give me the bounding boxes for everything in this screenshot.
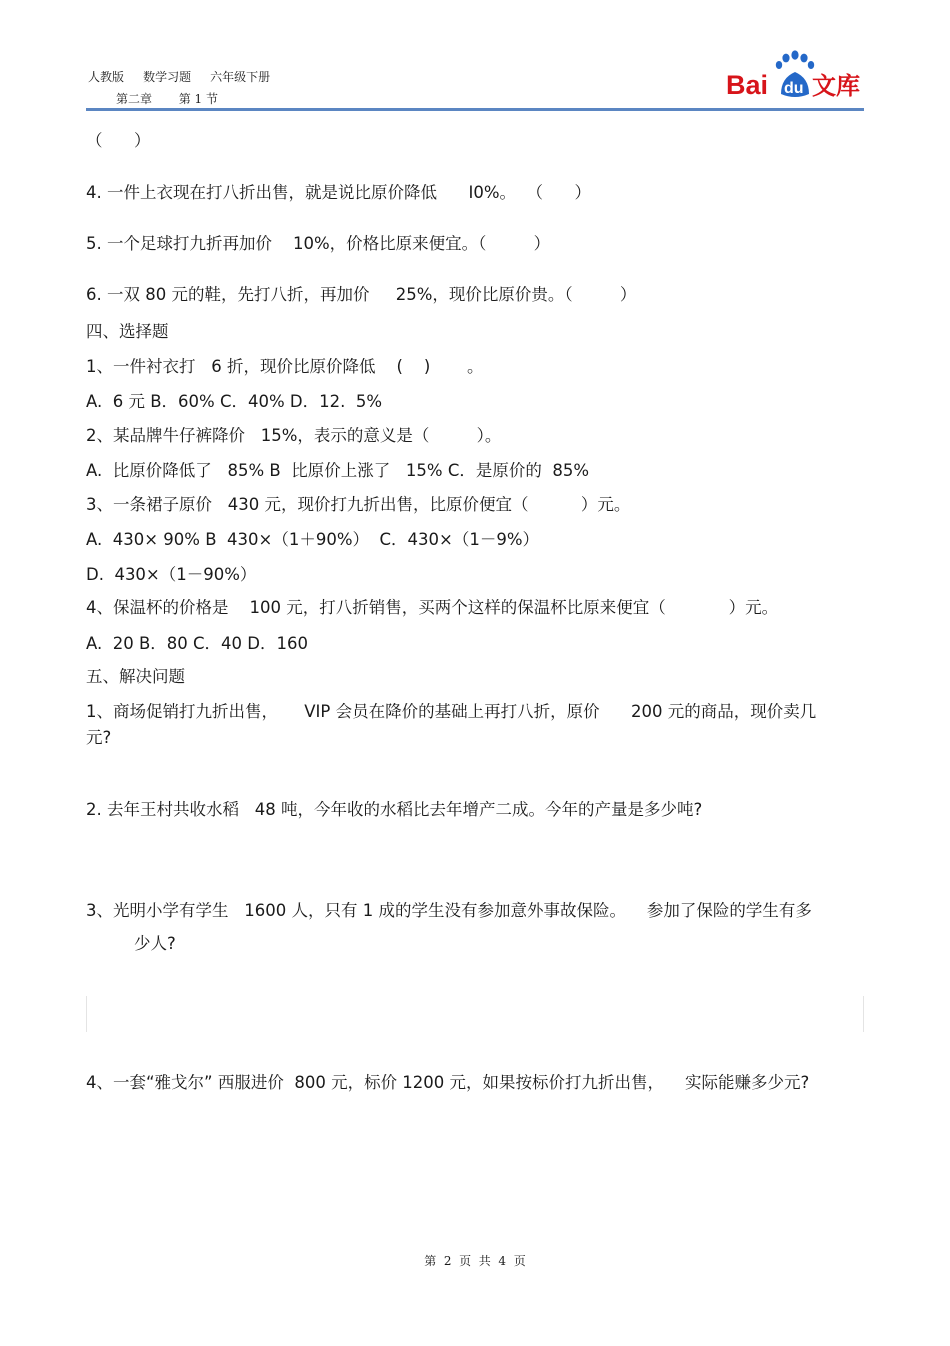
choice-question-3-options: A. 430× 90% B 430×（1＋90%） C．430×（1－9%） <box>86 530 540 549</box>
judge-question-5: 5. 一个足球打九折再加价 10%，价格比原来便宜。（ ） <box>86 234 551 253</box>
header-edition-line: 人教版 数学习题 六年级下册 <box>88 70 271 84</box>
section-heading-solve: 五、解决问题 <box>86 667 185 686</box>
baidu-wenku-logo <box>726 50 866 102</box>
solve-question-1: 1、商场促销打九折出售， VIP 会员在降价的基础上再打八折，原价 200 元的商品，现价卖几 <box>86 702 817 721</box>
judge-question-4: 4. 一件上衣现在打八折出售，就是说比原价降低 I0%。 （ ） <box>86 183 591 202</box>
page-number-footer: 第 2 页 共 4 页 <box>424 1254 526 1268</box>
margin-mark-left <box>86 996 87 1032</box>
margin-mark-right <box>863 996 864 1032</box>
choice-question-3-option-d: D. 430×（1－90%） <box>86 565 257 584</box>
header-chapter-line: 第二章 第 1 节 <box>116 92 218 106</box>
choice-question-1: 1、一件衬衣打 6 折，现价比原价降低 ( ) 。 <box>86 357 484 376</box>
logo-wenku-text: 文库 <box>812 72 860 100</box>
solve-question-1-cont: 元? <box>86 728 112 747</box>
choice-question-4-options: A. 20 B．80 C．40 D．160 <box>86 634 308 653</box>
choice-question-4: 4、保温杯的价格是 100 元，打八折销售，买两个这样的保温杯比原来便宜（ ）元。 <box>86 598 779 617</box>
prev-question-blank: （ ） <box>86 131 151 150</box>
logo-bai-text: Bai <box>726 70 769 100</box>
judge-question-6: 6. 一双 80 元的鞋，先打八折，再加价 25%，现价比原价贵。（ ） <box>86 285 637 304</box>
solve-question-3-cont: 少人? <box>134 934 176 953</box>
choice-question-1-options: A. 6 元 B．60% C．40% D．12. 5% <box>86 392 383 411</box>
choice-question-2: 2、某品牌牛仔裤降价 15%，表示的意义是（ ）。 <box>86 426 502 445</box>
logo-du-text: du <box>784 80 804 97</box>
choice-question-2-options: A. 比原价降低了 85% B 比原价上涨了 15% C．是原价的 85% <box>86 461 590 480</box>
solve-question-3: 3、光明小学有学生 1600 人，只有 1 成的学生没有参加意外事故保险。 参加了保险的学生有多 <box>86 901 812 920</box>
header-rule <box>86 108 864 111</box>
section-heading-choice: 四、选择题 <box>86 322 169 341</box>
choice-question-3: 3、一条裙子原价 430 元，现价打九折出售，比原价便宜（ ）元。 <box>86 495 631 514</box>
solve-question-2: 2. 去年王村共收水稻 48 吨，今年收的水稻比去年增产二成。今年的产量是多少吨? <box>86 800 703 819</box>
solve-question-4: 4、一套“雅戈尔” 西服进价 800 元，标价 1200 元，如果按标价打九折出售， 实际能赚多少元? <box>86 1073 810 1092</box>
